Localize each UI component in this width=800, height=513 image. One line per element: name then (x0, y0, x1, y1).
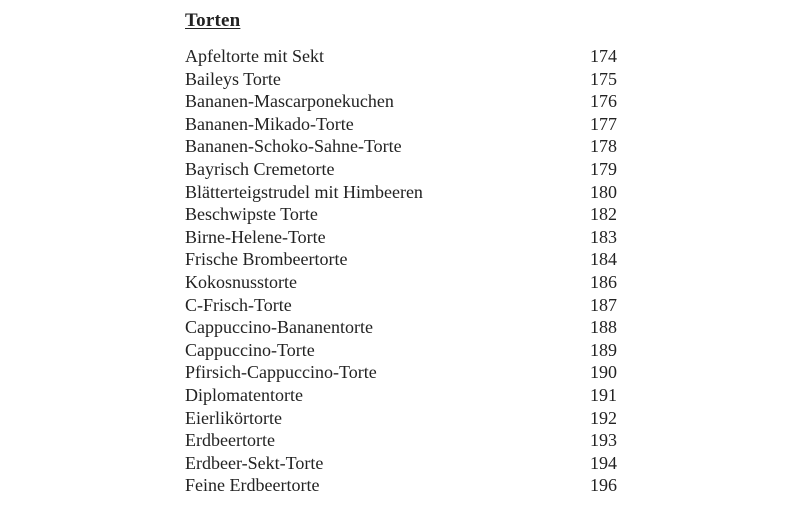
recipe-title: Cappuccino-Torte (185, 339, 315, 360)
recipe-title: Pfirsich-Cappuccino-Torte (185, 362, 377, 383)
recipe-title: Erdbeertorte (185, 430, 275, 451)
recipe-title: Baileys Torte (185, 68, 281, 89)
list-item (185, 271, 617, 294)
page-number: 192 (590, 407, 617, 428)
page-number: 183 (590, 226, 617, 247)
page-number: 177 (590, 113, 617, 134)
recipe-title: Cappuccino-Bananentorte (185, 317, 373, 338)
recipe-title: Kokosnusstorte (185, 271, 297, 292)
list-item (185, 361, 617, 384)
recipe-title: Apfeltorte mit Sekt (185, 46, 324, 66)
page-number: 184 (590, 249, 617, 270)
recipe-title: Erdbeer-Sekt-Torte (185, 452, 324, 473)
list-item (185, 203, 617, 226)
page-number: 193 (590, 430, 617, 451)
recipe-title: Bananen-Mascarponekuchen (185, 91, 394, 112)
recipe-title: Eierlikörtorte (185, 407, 282, 428)
list-item (185, 90, 617, 113)
recipe-title: Bayrisch Cremetorte (185, 158, 335, 179)
page-number: 191 (590, 384, 617, 405)
page-number: 175 (590, 68, 617, 89)
list-item (185, 474, 617, 497)
recipe-title: Frische Brombeertorte (185, 249, 348, 270)
recipe-title: Blätterteigstrudel mit Himbeeren (185, 181, 423, 202)
list-item (185, 452, 617, 475)
list-item (185, 429, 617, 452)
list-item (185, 248, 617, 271)
list-item (185, 68, 617, 91)
list-item (185, 339, 617, 362)
page-number: 189 (590, 339, 617, 360)
list-item (185, 384, 617, 407)
page-number: 182 (590, 204, 617, 225)
list-item (185, 226, 617, 249)
list-item (185, 407, 617, 430)
recipe-title: Beschwipste Torte (185, 204, 318, 225)
section-heading: Torten (185, 10, 241, 31)
recipe-title: C-Frisch-Torte (185, 294, 292, 315)
page-number: 194 (590, 452, 617, 473)
page-number: 180 (590, 181, 617, 202)
page-number: 174 (590, 46, 617, 66)
page-number: 187 (590, 294, 617, 315)
list-item (185, 45, 617, 68)
list-item (185, 316, 617, 339)
recipe-title: Feine Erdbeertorte (185, 475, 320, 496)
page-number: 188 (590, 317, 617, 338)
recipe-index-list (185, 45, 617, 497)
list-item (185, 181, 617, 204)
list-item (185, 113, 617, 136)
list-item (185, 294, 617, 317)
recipe-title: Diplomatentorte (185, 384, 303, 405)
page-number: 178 (590, 136, 617, 157)
page-number: 190 (590, 362, 617, 383)
recipe-title: Bananen-Mikado-Torte (185, 113, 354, 134)
list-item (185, 158, 617, 181)
page-number: 176 (590, 91, 617, 112)
page-number: 179 (590, 158, 617, 179)
recipe-title: Birne-Helene-Torte (185, 226, 326, 247)
page-number: 186 (590, 271, 617, 292)
recipe-title: Bananen-Schoko-Sahne-Torte (185, 136, 402, 157)
page-number: 196 (590, 475, 617, 496)
list-item (185, 135, 617, 158)
